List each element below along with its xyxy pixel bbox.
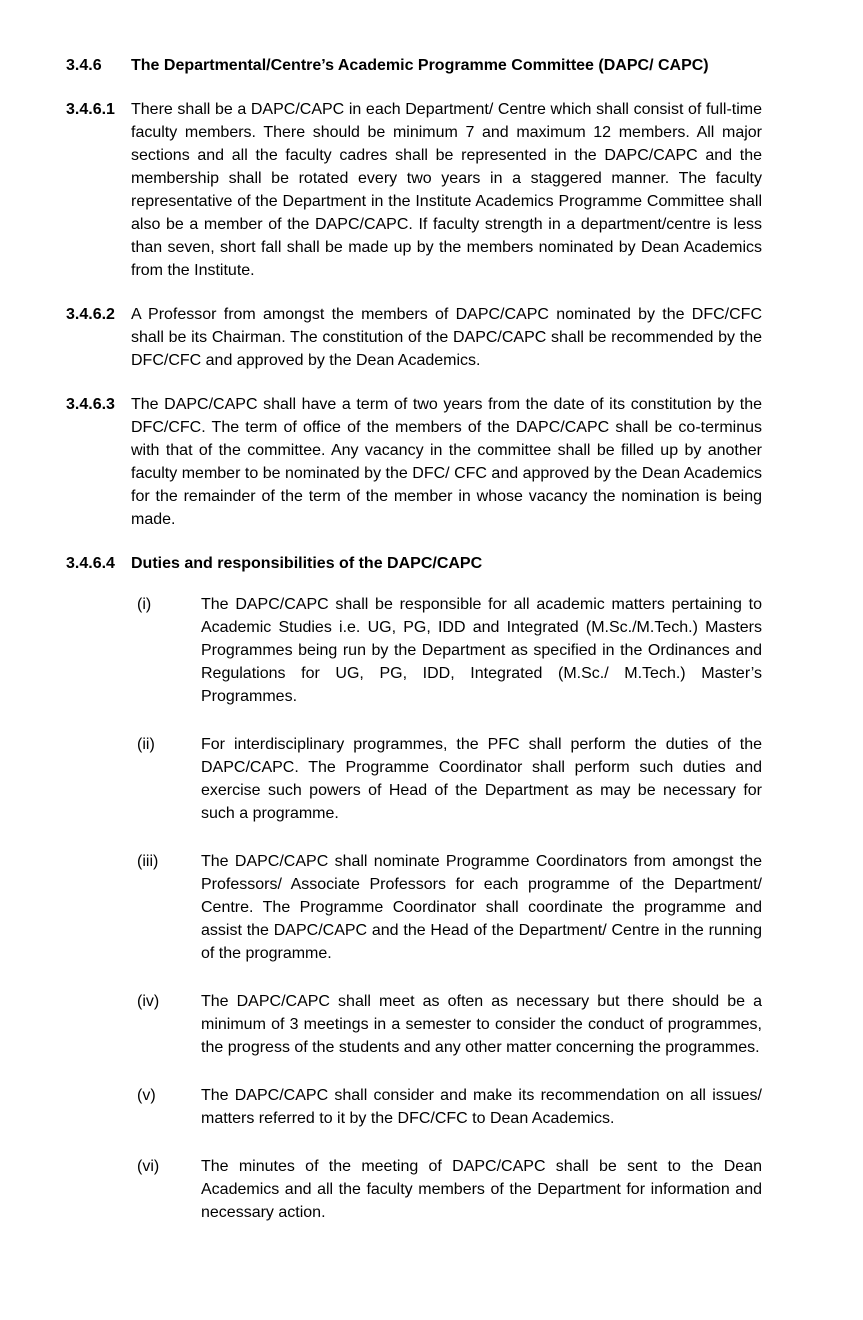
list-item-text: For interdisciplinary programmes, the PFC shall perform the duties of the DAPC/CAPC. The Programme Coordinator shall perform such duties and exercise such powers of Head of the Department as may be necessary for such a programme. [201, 736, 762, 822]
list-marker: (iv) [137, 993, 160, 1010]
section-body: The DAPC/CAPC shall have a term of two years from the date of its constitution by the DFC/CFC. The term of office of the members of the DAPC/CAPC shall be co-terminus with that of the committee. Any vacancy in the committee shall be filled up by another faculty member to be nominated by the DFC/ CFC and approved by the Dean Academics for the remainder of the term of the member in whose vacancy the nomination is being made. [131, 396, 762, 528]
list-marker: (iii) [137, 853, 159, 870]
list-item [137, 990, 762, 1059]
section-number: 3.4.6.2 [66, 306, 115, 323]
list-marker: (ii) [137, 736, 155, 753]
list-marker: (vi) [137, 1158, 160, 1175]
list-item [137, 733, 762, 825]
list-item [137, 1084, 762, 1130]
section-number: 3.4.6.3 [66, 396, 115, 413]
section-3-4-6-1 [66, 98, 762, 282]
list-marker: (v) [137, 1087, 156, 1104]
list-item-text: The DAPC/CAPC shall be responsible for all academic matters pertaining to Academic Studies i.e. UG, PG, IDD and Integrated (M.Sc./M.Tech.) Masters Programmes being run by the Department as specified in the Ordinances and Regulations for UG, PG, IDD, Integrated (M.Sc./ M.Tech.) Master’s Programmes. [201, 596, 762, 705]
duties-list [137, 593, 762, 1224]
list-item [137, 850, 762, 965]
section-number: 3.4.6.4 [66, 555, 115, 572]
section-3-4-6-3 [66, 393, 762, 531]
section-number: 3.4.6 [66, 57, 102, 74]
list-item-text: The minutes of the meeting of DAPC/CAPC shall be sent to the Dean Academics and all the faculty members of the Department for information and necessary action. [201, 1158, 762, 1221]
section-body: A Professor from amongst the members of DAPC/CAPC nominated by the DFC/CFC shall be its Chairman. The constitution of the DAPC/CAPC shall be recommended by the DFC/CFC and approved by the Dean Academics. [131, 306, 762, 369]
section-title: Duties and responsibilities of the DAPC/CAPC [131, 555, 483, 572]
list-item-text: The DAPC/CAPC shall nominate Programme Coordinators from amongst the Professors/ Associate Professors for each programme of the Department/ Centre. The Programme Coordinator shall coordinate the programme and assist the DAPC/CAPC and the Head of the Department/ Centre in the running of the programme. [201, 853, 762, 962]
section-3-4-6-2 [66, 303, 762, 372]
section-number: 3.4.6.1 [66, 101, 115, 118]
list-item-text: The DAPC/CAPC shall consider and make its recommendation on all issues/ matters referred to it by the DFC/CFC to Dean Academics. [201, 1087, 762, 1127]
section-title: The Departmental/Centre’s Academic Programme Committee (DAPC/ CAPC) [131, 57, 709, 74]
section-heading-3-4-6-4 [66, 552, 762, 575]
section-heading-3-4-6 [66, 54, 762, 77]
list-marker: (i) [137, 596, 152, 613]
list-item [137, 593, 762, 708]
list-item-text: The DAPC/CAPC shall meet as often as necessary but there should be a minimum of 3 meetings in a semester to consider the conduct of programmes, the progress of the students and any other matter concerning the programmes. [201, 993, 762, 1056]
section-body: There shall be a DAPC/CAPC in each Department/ Centre which shall consist of full-time faculty members. There should be minimum 7 and maximum 12 members. All major sections and all the faculty cadres shall be represented in the DAPC/CAPC and the membership shall be rotated every two years in a staggered manner. The faculty representative of the Department in the Institute Academics Programme Committee shall also be a member of the DAPC/CAPC. If faculty strength in a department/centre is less than seven, short fall shall be made up by the members nominated by Dean Academics from the Institute. [131, 101, 762, 279]
list-item [137, 1155, 762, 1224]
